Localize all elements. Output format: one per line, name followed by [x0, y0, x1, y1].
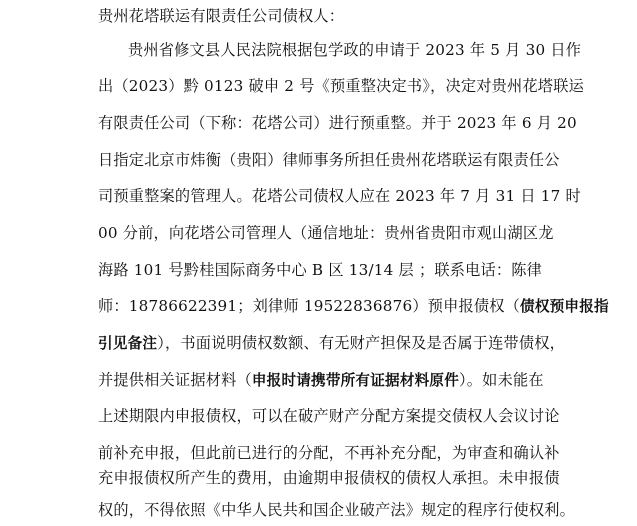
paragraph-line-4: 日指定北京市炜衡（贵阳）律师事务所担任贵州花塔联运有限责任公 — [98, 151, 560, 169]
paragraph-line-5: 司预重整案的管理人。花塔公司债权人应在 2023 年 7 月 31 日 17 时 — [98, 187, 581, 205]
bold-text: 债权预申报指 — [520, 298, 609, 315]
paragraph-line-6: 00 分前，向花塔公司管理人（通信地址：贵州省贵阳市观山湖区龙 — [98, 224, 554, 242]
paragraph-line-8 — [98, 296, 609, 317]
line-text: 师：18786622391；刘律师 19522836876）预申报债权（ — [98, 297, 521, 315]
paragraph-line-13: 充申报债权所产生的费用，由逾期申报债权的债权人承担。未申报债 — [98, 469, 560, 487]
salutation: 贵州花塔联运有限责任公司债权人： — [98, 7, 345, 25]
paragraph-line-14: 权的，不得依照《中华人民共和国企业破产法》规定的程序行使权利。 — [98, 501, 576, 519]
paragraph-line-1: 贵州省修文县人民法院根据包学政的申请于 2023 年 5 月 30 日作 — [128, 41, 582, 59]
paragraph-line-12: 前补充申报，但此前已进行的分配，不再补充分配，为审查和确认补 — [98, 444, 560, 462]
paragraph-line-7: 海路 101 号黔桂国际商务中心 B 区 13/14 层 ；联系电话：陈律 — [98, 261, 543, 279]
paragraph-line-10 — [98, 370, 544, 391]
paragraph-line-9 — [98, 333, 565, 354]
paragraph-line-2: 出（2023）黔 0123 破申 2 号《预重整决定书》，决定对贵州花塔联运 — [98, 77, 584, 95]
paragraph-line-11: 上述期限内申报债权，可以在破产财产分配方案提交债权人会议讨论 — [98, 407, 560, 425]
line-text: 并提供相关证据材料（ — [98, 371, 252, 389]
line-text: ），书面说明债权数额、有无财产担保及是否属于连带债权， — [157, 334, 566, 352]
bold-text: 申报时请携带所有证据材料原件 — [251, 372, 459, 389]
line-text: ）。如未能在 — [459, 371, 544, 389]
paragraph-line-3: 有限责任公司（下称：花塔公司）进行预重整。并于 2023 年 6 月 20 — [98, 114, 577, 132]
bold-text: 引见备注 — [98, 335, 158, 352]
